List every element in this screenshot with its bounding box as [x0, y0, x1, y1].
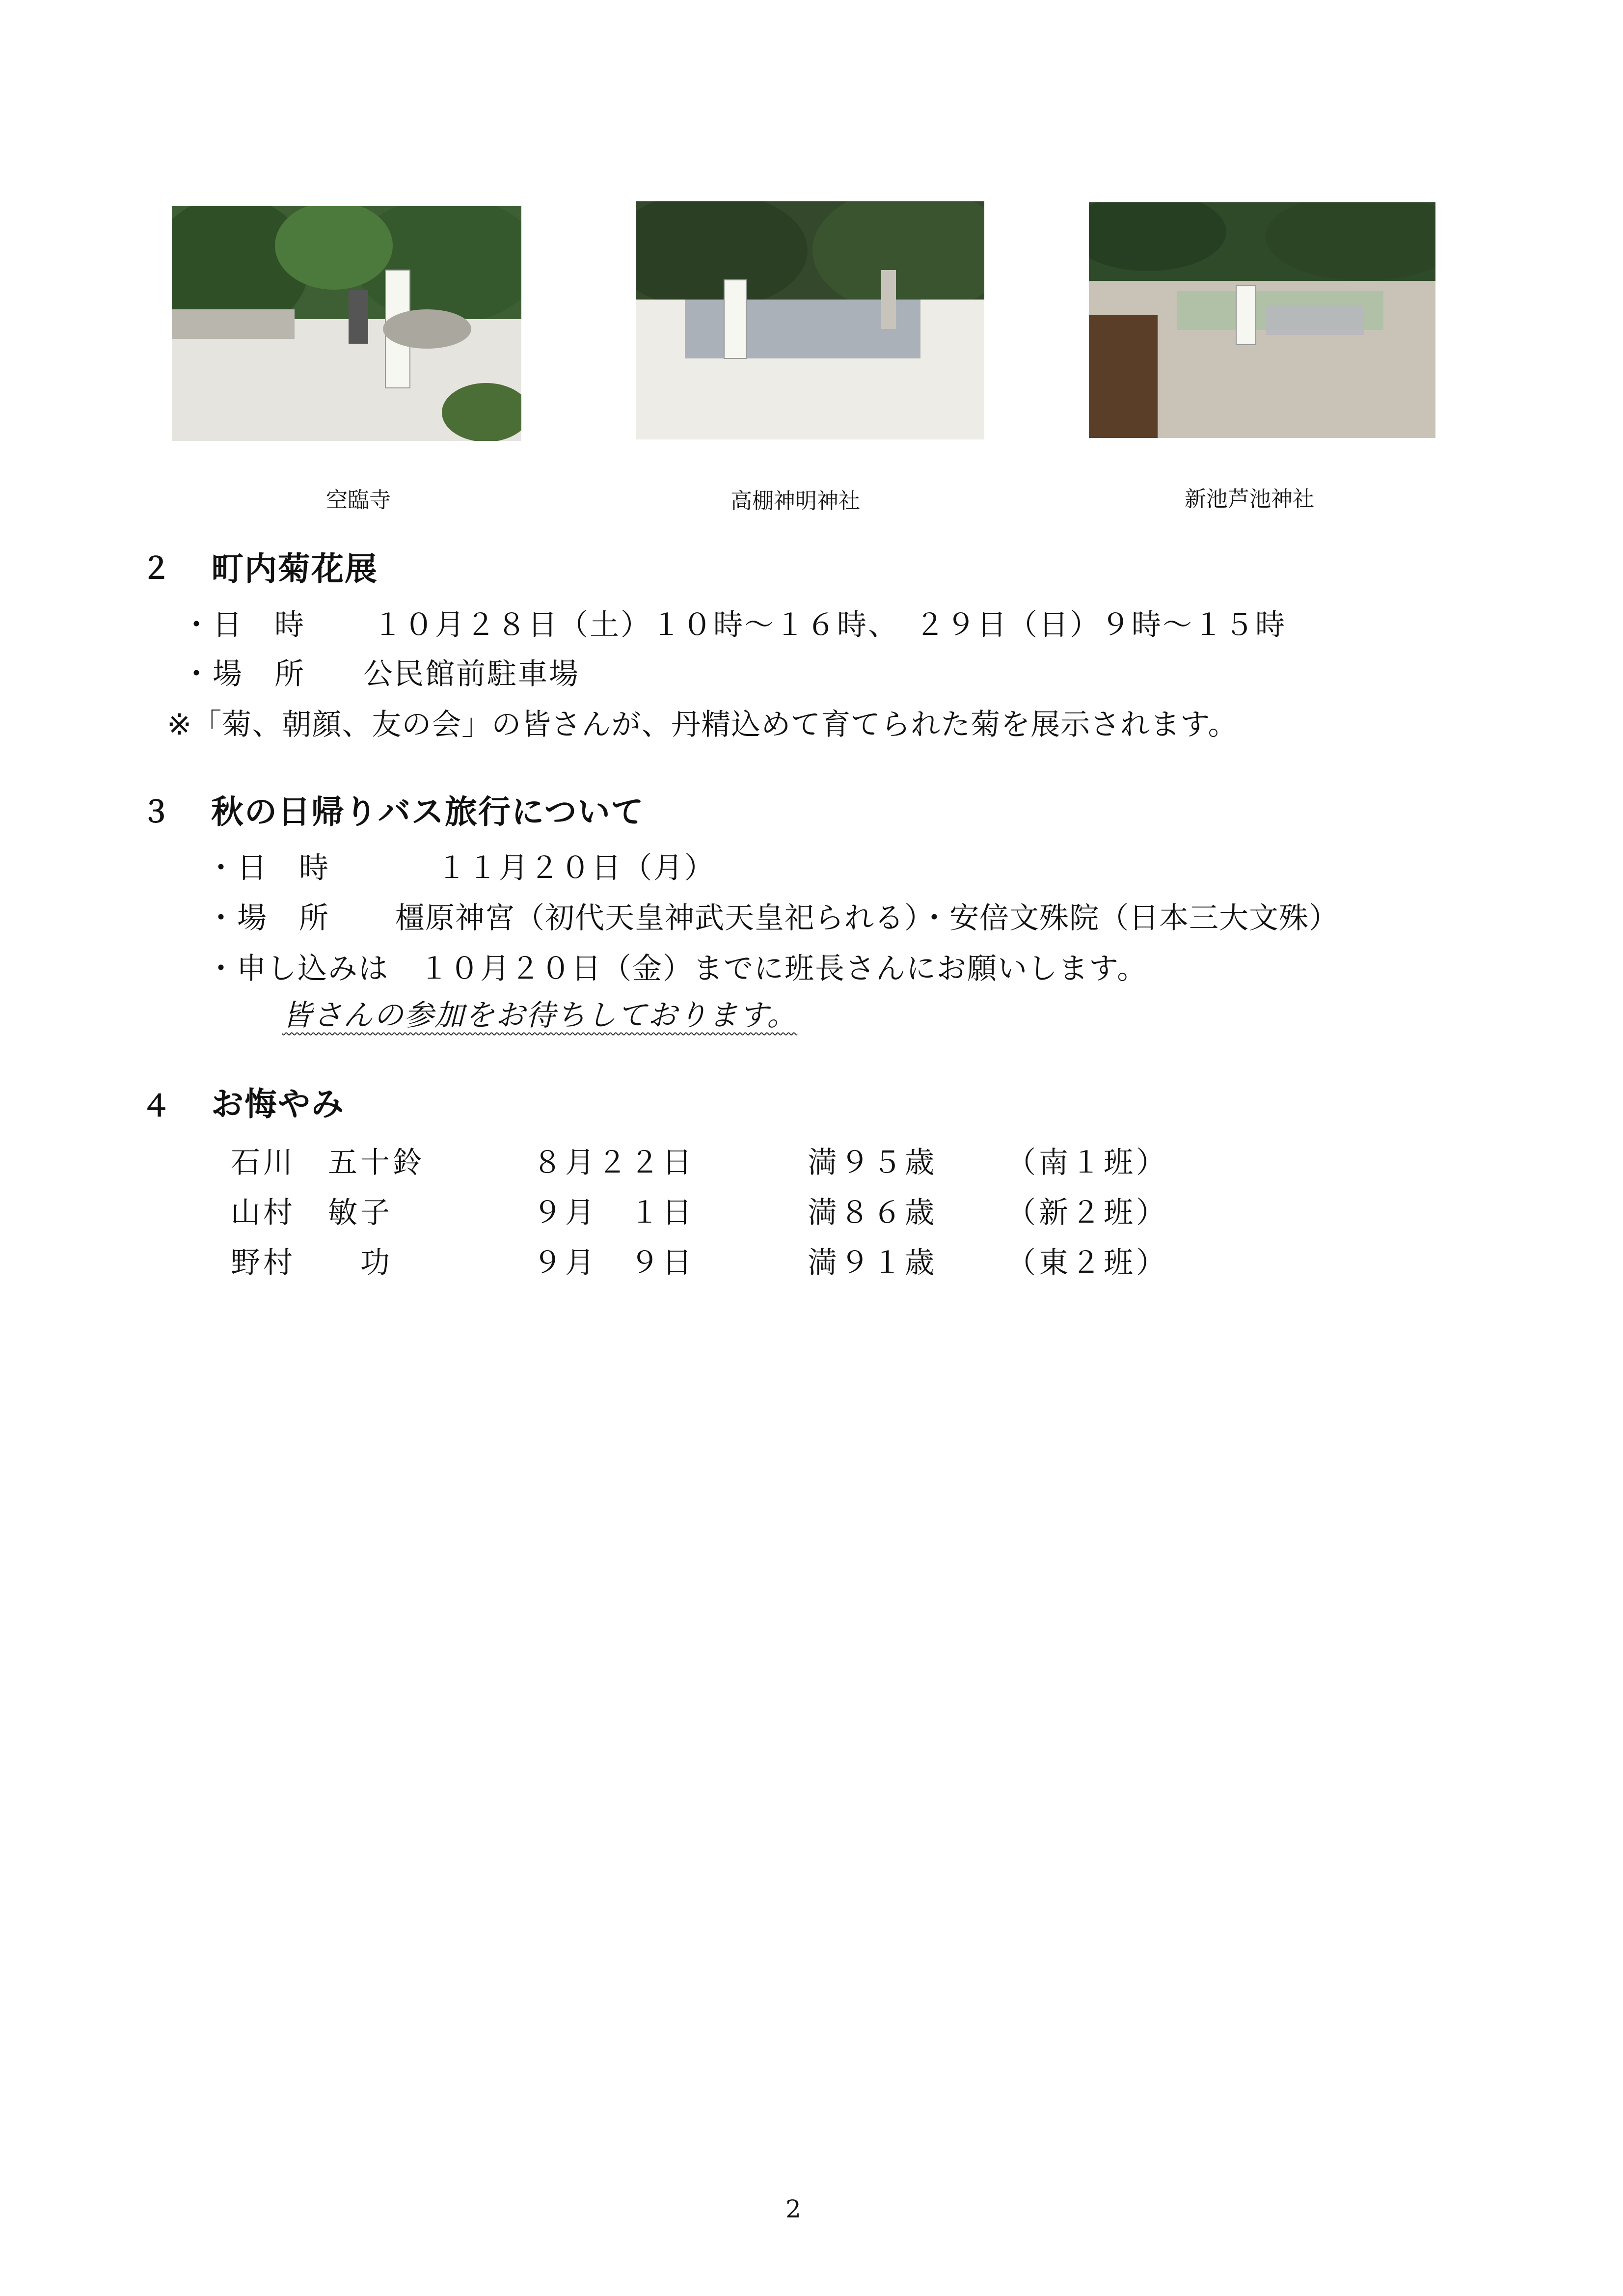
- condolence-name: 石川 五十鈴: [231, 1146, 425, 1180]
- section-2-place-value: 公民館前駐車場: [363, 657, 580, 691]
- section-3-date-label: ・日 時: [206, 851, 330, 885]
- condolence-age: 満９１歳: [808, 1246, 937, 1280]
- condolence-age: 満８６歳: [808, 1196, 937, 1230]
- photo-shinike-ashiike: [1089, 202, 1435, 438]
- section-3-apply: ・申し込みは １０月２０日（金）までに班長さんにお願いします。: [206, 952, 1148, 986]
- condolence-date: ９月 １日: [533, 1196, 695, 1230]
- section-2-date-label: ・日 時: [182, 608, 305, 642]
- section-3-invite: 皆さんの参加をお待ちしております。: [282, 998, 798, 1033]
- section-2-place-label: ・場 所: [182, 657, 305, 691]
- photo-kurinji: [172, 206, 521, 441]
- condolence-date: ９月 ９日: [533, 1246, 695, 1280]
- section-3-place-label: ・場 所: [206, 901, 330, 935]
- section-2-title: 町内菊花展: [211, 550, 378, 588]
- photo-takatana-shinmei: [636, 201, 984, 439]
- photo-caption-1: 空臨寺: [326, 488, 391, 513]
- section-3-title: 秋の日帰りバス旅行について: [211, 793, 645, 831]
- condolence-name: 山村 敏子: [231, 1196, 393, 1230]
- section-4-number: ４: [141, 1089, 171, 1123]
- section-2-number: ２: [141, 551, 171, 586]
- condolence-date: ８月２２日: [533, 1146, 695, 1180]
- photo-caption-2: 高棚神明神社: [730, 489, 860, 514]
- condolence-group: （南１班）: [1006, 1146, 1168, 1180]
- condolence-age: 満９５歳: [808, 1146, 937, 1180]
- condolence-group: （新２班）: [1006, 1196, 1168, 1230]
- section-3-number: ３: [141, 795, 171, 829]
- page-number: 2: [785, 2195, 801, 2223]
- photo-caption-3: 新池芦池神社: [1185, 487, 1314, 512]
- condolence-name: 野村 功: [231, 1246, 393, 1280]
- section-2-date-value: １０月２８日（土）１０時～１６時、 ２９日（日）９時～１５時: [373, 608, 1286, 642]
- section-3-place-value: 橿原神宮（初代天皇神武天皇祀られる）・安倍文殊院（日本三大文殊）: [395, 901, 1339, 935]
- section-2-note: ※「菊、朝顔、友の会」の皆さんが、丹精込めて育てられた菊を展示されます。: [167, 708, 1238, 742]
- section-4-title: お悔やみ: [211, 1085, 345, 1123]
- section-3-date-value: １１月２０日（月）: [437, 851, 715, 885]
- condolence-group: （東２班）: [1006, 1246, 1168, 1280]
